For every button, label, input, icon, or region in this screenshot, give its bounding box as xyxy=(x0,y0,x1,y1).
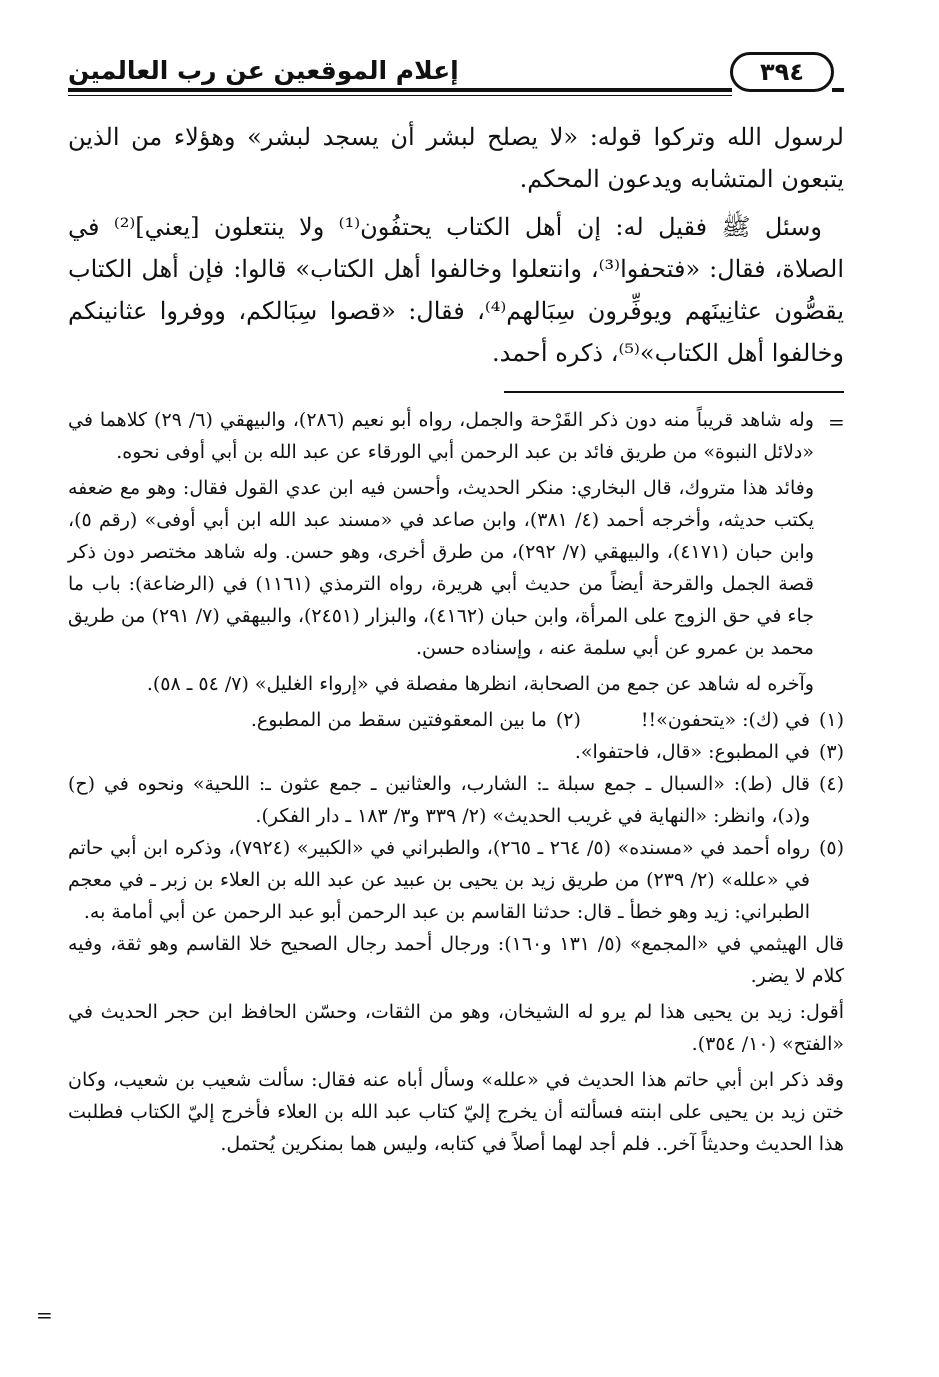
running-header xyxy=(68,52,844,98)
footnote-text: قال (ط): «السبال ـ جمع سبلة ـ: الشارب، والعثانين ـ جمع عثون ـ: اللحية» ونحوه في (ح) و(د)، وانظر: «النهاية في غريب الحديث» (٢/ ٣٣٩ و٣/ ١٨٣ ـ دار الفكر). xyxy=(68,773,810,827)
footnote-number: (٤) xyxy=(818,773,844,795)
footnote-5 xyxy=(68,832,844,928)
footnote-3 xyxy=(68,736,844,768)
footnote-text: في المطبوع: «قال، فاحتفوا». xyxy=(574,741,810,763)
continuation-mark-end: = xyxy=(36,1303,53,1327)
footnote-number: (٢) xyxy=(555,709,581,731)
footnote-paragraph-ibn-abi-hatim: وقد ذكر ابن أبي حاتم هذا الحديث في «علله» وسأل أباه عنه فقال: سألت شعيب بن شعيب، وكان ختن زيد بن يحيى على ابنته فسألته أن يخرج إليّ كتاب عبد الله بن العلاء فأخرج إليّ الكتاب فطلبت هذا الحديث وحديثاً آخر.. فلم أجد لهما أصلاً في كتابه، وليس هما بمنكرين يُحتمل. xyxy=(68,1069,844,1155)
footnote-number: (٣) xyxy=(818,741,844,763)
main-paragraph-1: لرسول الله وتركوا قوله: «لا يصلح لبشر أن يسجد لبشر» وهؤلاء من الذين يتبعون المتشابه ويدعون المحكم. xyxy=(68,123,844,193)
footnote-text: ما بين المعقوفتين سقط من المطبوع. xyxy=(250,709,547,731)
footnote-4 xyxy=(68,768,844,832)
main-paragraph-2: وسئل ﷺ فقيل له: إن أهل الكتاب يحتفُون⁽¹⁾ ولا ينتعلون [يعني]⁽²⁾ في الصلاة، فقال: «فتحفوا⁽³⁾، وانتعلوا وخالفوا أهل الكتاب» قالوا: فإن أهل الكتاب يقصُّون عثانِينَهم ويوفِّرون سِبَالهم⁽⁴⁾، فقال: «قصوا سِبَالكم، ووفروا عثانينكم وخالفوا أهل الكتاب»⁽⁵⁾، ذكره أحمد. xyxy=(68,213,845,367)
footnote-continuation-2: وفائد هذا متروك، قال البخاري: منكر الحديث، وأحسن فيه ابن عدي القول فقال: وهو مع ضعفه يكتب حديثه، وأخرجه أحمد (٤/ ٣٨١)، وابن صاعد في «مسند عبد الله ابن أبي أوفى» (رقم ٥)، وابن حبان (٤١٧١)، والبيهقي (٧/ ٢٩٢)، من طرق أخرى، وهو حسن. وله شاهد مختصر دون ذكر قصة الجمل والقرحة أيضاً من حديث أبي هريرة، رواه الترمذي (١١٦١) في (الرضاعة): باب ما جاء في حق الزوج على المرأة، وابن حبان (٤١٦٢)، والبزار (٢٤٥١)، والبيهقي (٧/ ٢٩١) من طريق محمد بن عمرو عن أبي سلمة عنه ، وإسناده حسن. xyxy=(68,477,815,659)
main-text xyxy=(68,116,844,380)
header-rule-thin xyxy=(68,95,732,96)
footnote-number: (١) xyxy=(818,709,844,731)
footnote-continuation-3: وآخره له شاهد عن جمع من الصحابة، انظرها مفصلة في «إرواء الغليل» (٧/ ٥٤ ـ ٥٨). xyxy=(146,673,814,695)
book-title: إعلام الموقعين عن رب العالمين xyxy=(68,56,459,85)
footnote-text: رواه أحمد في «مسنده» (٥/ ٢٦٤ ـ ٢٦٥)، والطبراني في «الكبير» (٧٩٢٤)، وذكره ابن أبي حاتم في «علله» (٢/ ٢٣٩) من طريق زيد بن يحيى بن عبيد عن عبد الله بن العلاء بن زبر ـ في معجم الطبراني: زيد وهو خطأ ـ قال: حدثنا القاسم بن عبد الرحمن أبو عبد الرحمن عن أبي أمامة به. xyxy=(68,837,810,923)
footnote-divider xyxy=(504,391,844,393)
footnote-paragraph-haythami: قال الهيثمي في «المجمع» (٥/ ١٣١ و١٦٠): ورجال أحمد رجال الصحيح خلا القاسم وهو ثقة، وفيه كلام لا يضر. xyxy=(68,933,844,987)
footnote-row-1-2 xyxy=(68,704,844,736)
header-rule xyxy=(68,88,732,92)
footnote-continuation-1: وله شاهد قريباً منه دون ذكر القَرْحة والجمل، رواه أبو نعيم (٢٨٦)، والبيهقي (٦/ ٢٩) كلاهما في «دلائل النبوة» من طريق فائد بن عبد الرحمن أبي الورقاء عن عبد الله بن أبي أوفى نحوه. xyxy=(68,409,814,463)
footnotes xyxy=(68,404,844,1164)
footnote-number: (٥) xyxy=(818,837,844,859)
footnote-text: في (ك): «يتحفون»!! xyxy=(640,709,810,731)
header-rule-right xyxy=(832,88,844,92)
page-number: ٣٩٤ xyxy=(730,52,834,92)
footnote-paragraph-aqoul: أقول: زيد بن يحيى هذا لم يرو له الشيخان، وهو من الثقات، وحسّن الحافظ ابن حجر الحديث في «الفتح» (١٠/ ٣٥٤). xyxy=(68,1001,844,1055)
continuation-mark: = xyxy=(828,410,845,434)
